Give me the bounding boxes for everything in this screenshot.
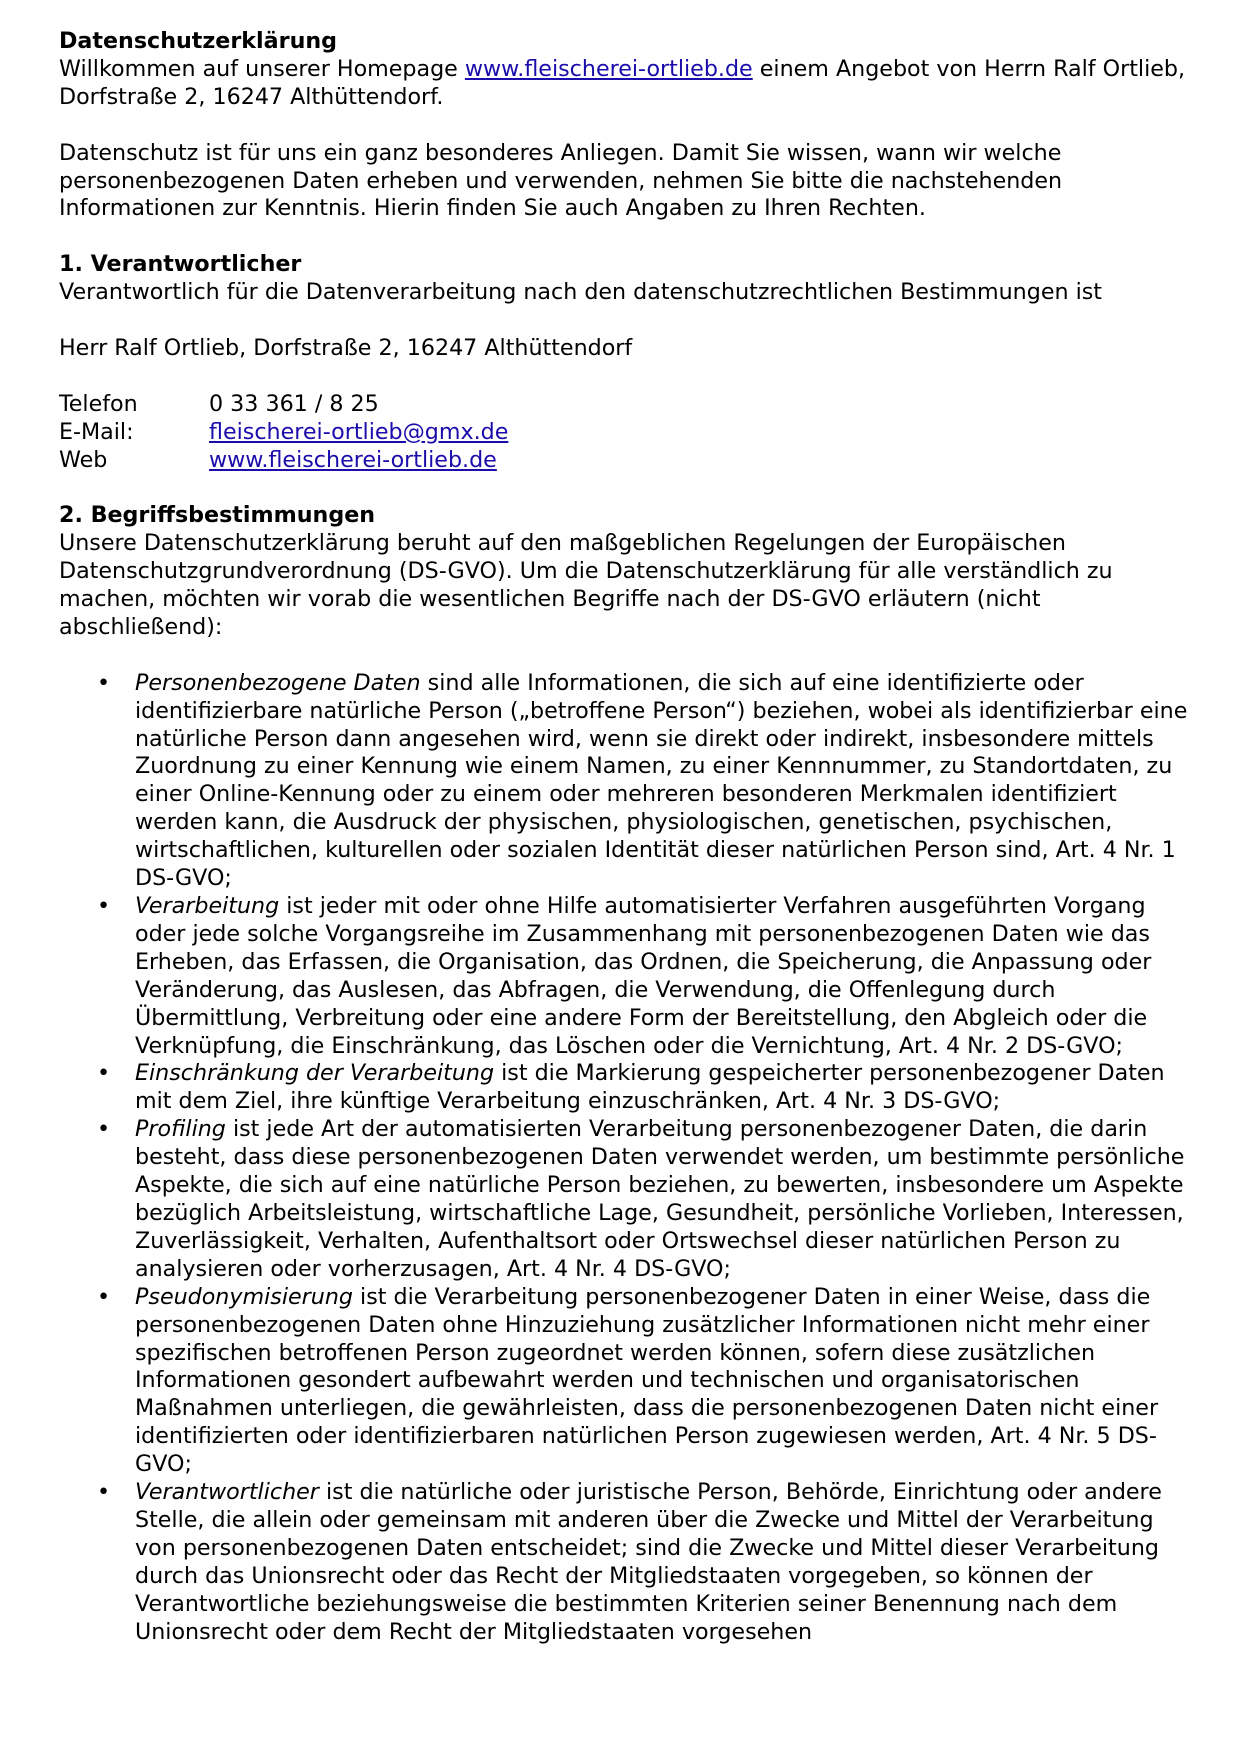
definition-term: Verarbeitung <box>135 893 280 919</box>
list-item <box>59 893 1196 1060</box>
email-link[interactable]: fleischerei-ortlieb@gmx.de <box>209 418 509 445</box>
document-title: Datenschutzerklärung <box>59 28 338 54</box>
contact-table <box>59 391 1196 475</box>
list-item <box>59 1479 1196 1646</box>
definition-text: ist jede Art der automatisierten Verarbeitung personenbezogener Daten, die darin besteht, dass diese personenbezogenen Daten verwendet werden, um bestimmte persönliche Aspekte, die sich auf eine natürliche Person beziehen, zu bewerten, insbesondere um Aspekte bezüglich Arbeitsleistung, wirtschaftliche Lage, Gesundheit, persönliche Vorlieben, Interessen, Zuverlässigkeit, Verhalten, Aufenthaltsort oder Ortswechsel dieser natürlichen Person zu analysieren oder vorherzusagen, Art. 4 Nr. 4 DS-GVO; <box>135 1116 1185 1282</box>
definition-term: Einschränkung der Verarbeitung <box>135 1060 495 1087</box>
definition-term: Verantwortlicher <box>135 1479 319 1506</box>
intro-paragraph <box>59 56 1196 112</box>
list-item <box>59 1116 1196 1283</box>
definition-text: ist jeder mit oder ohne Hilfe automatisierter Verfahren ausgeführten Vorgang oder jede solche Vorgangsreihe im Zusammenhang mit personenbezogenen Daten wie das Erheben, das Erfassen, die Organisation, das Ordnen, die Speicherung, die Anpassung oder Veränderung, das Auslesen, das Abfragen, die Verwendung, die Offenlegung durch Übermittlung, Verbreitung oder eine andere Form der Bereitstellung, den Abgleich oder die Verknüpfung, die Einschränkung, das Löschen oder die Vernichtung, Art. 4 Nr. 2 DS-GVO; <box>135 893 1152 1059</box>
list-item <box>59 1284 1196 1479</box>
intro-text-post: einem Angebot von Herrn Ralf Ortlieb, Dorfstraße 2, 16247 Althüttendorf. <box>59 55 1186 110</box>
web-label: Web <box>59 446 108 473</box>
section2-text: Unsere Datenschutzerklärung beruht auf den maßgeblichen Regelungen der Europäischen Datenschutzgrundverordnung (DS-GVO). Um die Datenschutzerklärung für alle verständlich zu machen, möchten wir vorab die wesentlichen Begriffe nach der DS-GVO erläutern (nicht abschließend): <box>59 530 1113 640</box>
definition-text: sind alle Informationen, die sich auf eine identifizierte oder identifizierbare natürliche Person („betroffene Person“) beziehen, wobei als identifizierbar eine natürliche Person dann angesehen wird, wenn sie direkt oder indirekt, insbesondere mittels Zuordnung zu einer Kennung wie einem Namen, zu einer Kennnummer, zu Standortdaten, zu einer Online-Kennung oder zu einem oder mehreren besonderen Merkmalen identifiziert werden kann, die Ausdruck der physischen, physiologischen, genetischen, psychischen, wirtschaftlichen, kulturellen oder sozialen Identität dieser natürlichen Person sind, Art. 4 Nr. 1 DS-GVO; <box>135 669 1188 892</box>
web-link[interactable]: www.fleischerei-ortlieb.de <box>209 446 497 473</box>
homepage-link[interactable]: www.fleischerei-ortlieb.de <box>464 55 753 82</box>
section1-heading: 1. Verantwortlicher <box>59 251 302 278</box>
intro-text-pre: Willkommen auf unserer Homepage <box>59 55 465 82</box>
list-item <box>59 670 1196 893</box>
section1-text: Verantwortlich für die Datenverarbeitung nach den datenschutzrechtlichen Bestimmungen ist <box>59 279 1103 306</box>
intro2-paragraph: Datenschutz ist für uns ein ganz besonderes Anliegen. Damit Sie wissen, wann wir welche personenbezogenen Daten erheben und verwenden, nehmen Sie bitte die nachstehenden Informationen zur Kenntnis. Hierin finden Sie auch Angaben zu Ihren Rechten. <box>59 139 1063 222</box>
definition-term: Pseudonymisierung <box>135 1283 353 1310</box>
definitions-list <box>59 670 1196 1647</box>
list-item <box>59 1060 1196 1116</box>
definition-text: ist die Verarbeitung personenbezogener Daten in einer Weise, dass die personenbezogenen Daten ohne Hinzuziehung zusätzlicher Informationen nicht mehr einer spezifischen betroffenen Person zugeordnet werden können, sofern diese zusätzlichen Informationen gesondert aufbewahrt werden und technischen und organisatorischen Maßnahmen unterliegen, die gewährleisten, dass die personenbezogenen Daten nicht einer identifizierten oder identifizierbaren natürlichen Person zugewiesen werden, Art. 4 Nr. 5 DS-GVO; <box>135 1283 1159 1478</box>
section2-heading: 2. Begriffsbestimmungen <box>59 502 376 529</box>
phone-label: Telefon <box>59 390 138 417</box>
definition-text: ist die Markierung gespeicherter personenbezogener Daten mit dem Ziel, ihre künftige Verarbeitung einzuschränken, Art. 4 Nr. 3 DS-GVO; <box>135 1060 1165 1115</box>
email-label: E-Mail: <box>59 418 134 445</box>
definition-term: Profiling <box>135 1116 226 1143</box>
phone-value: 0 33 361 / 8 25 <box>209 390 379 417</box>
responsible-address: Herr Ralf Ortlieb, Dorfstraße 2, 16247 Althüttendorf <box>59 334 633 361</box>
definition-text: ist die natürliche oder juristische Person, Behörde, Einrichtung oder andere Stelle, die allein oder gemeinsam mit anderen über die Zwecke und Mittel der Verarbeitung von personenbezogenen Daten entscheidet; sind die Zwecke und Mittel dieser Verarbeitung durch das Unionsrecht oder das Recht der Mitgliedstaaten vorgegeben, so können der Verantwortliche beziehungsweise die bestimmten Kriterien seiner Benennung nach dem Unionsrecht oder dem Recht der Mitgliedstaaten vorgesehen <box>135 1479 1162 1645</box>
definition-term: Personenbezogene Daten <box>135 669 421 696</box>
